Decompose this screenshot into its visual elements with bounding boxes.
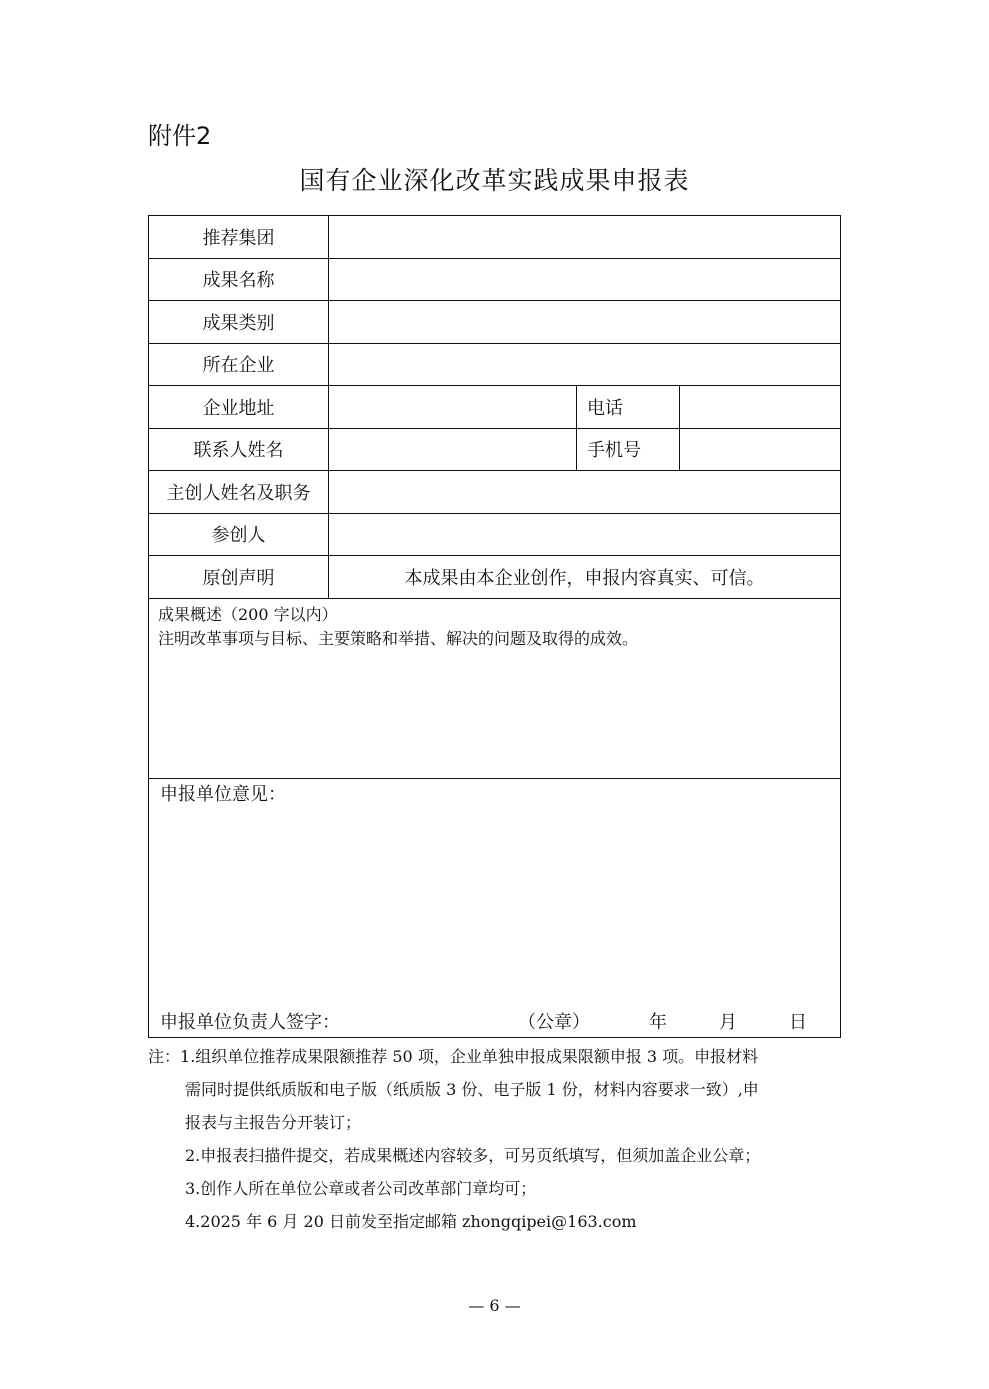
row-lead-creator	[149, 471, 841, 514]
participants-field[interactable]	[329, 513, 841, 556]
opinion-field[interactable]	[149, 778, 841, 1037]
note-1-line-2: 需同时提供纸质版和电子版（纸质版 3 份、电子版 1 份，材料内容要求一致）,申	[185, 1080, 759, 1099]
page-title: 国有企业深化改革实践成果申报表	[299, 166, 690, 195]
note-2: 2.申报表扫描件提交，若成果概述内容较多，可另页纸填写，但须加盖企业公章；	[185, 1146, 761, 1165]
notes-section	[148, 1040, 858, 1238]
enterprise-address-label: 企业地址	[149, 386, 329, 429]
recommending-group-field[interactable]	[329, 216, 841, 259]
phone-label: 电话	[577, 386, 680, 429]
row-achievement-category	[149, 301, 841, 344]
note-1-line-3: 报表与主报告分开装订；	[185, 1113, 362, 1132]
row-summary	[149, 598, 841, 778]
page-number: — 6 —	[468, 1296, 521, 1315]
row-achievement-name	[149, 258, 841, 301]
day-label: 日	[789, 1011, 807, 1033]
seal-label: （公章）	[518, 1011, 590, 1033]
summary-instruction: 注明改革事项与目标、主要策略和举措、解决的问题及取得的成效。	[158, 628, 639, 648]
recommending-group-label: 推荐集团	[149, 216, 329, 259]
contact-name-label: 联系人姓名	[149, 428, 329, 471]
mobile-label: 手机号	[577, 428, 680, 471]
notes-prefix: 注：	[148, 1047, 181, 1066]
note-1-line-1: 注：1.组织单位推荐成果限额推荐 50 项，企业单独申报成果限额申报 3 项。申报材料	[148, 1047, 759, 1066]
row-recommending-group	[149, 216, 841, 259]
enterprise-label: 所在企业	[149, 343, 329, 386]
participants-label: 参创人	[149, 513, 329, 556]
contact-name-field[interactable]	[329, 428, 577, 471]
row-opinion	[149, 778, 841, 1037]
signature-row	[160, 1009, 840, 1037]
achievement-category-label: 成果类别	[149, 301, 329, 344]
lead-creator-label: 主创人姓名及职务	[149, 471, 329, 514]
row-contact-name	[149, 428, 841, 471]
attachment-label: 附件2	[148, 122, 212, 150]
mobile-field[interactable]	[680, 428, 841, 471]
summary-field[interactable]	[149, 598, 841, 778]
row-enterprise-address	[149, 386, 841, 429]
opinion-title: 申报单位意见：	[160, 783, 286, 805]
achievement-name-label: 成果名称	[149, 258, 329, 301]
enterprise-field[interactable]	[329, 343, 841, 386]
year-label: 年	[649, 1011, 667, 1033]
enterprise-address-field[interactable]	[329, 386, 577, 429]
achievement-category-field[interactable]	[329, 301, 841, 344]
originality-statement: 本成果由本企业创作，申报内容真实、可信。	[329, 556, 841, 599]
phone-field[interactable]	[680, 386, 841, 429]
achievement-name-field[interactable]	[329, 258, 841, 301]
row-originality	[149, 556, 841, 599]
lead-creator-field[interactable]	[329, 471, 841, 514]
row-participants	[149, 513, 841, 556]
month-label: 月	[719, 1011, 737, 1033]
application-form-table	[148, 215, 841, 1038]
row-enterprise	[149, 343, 841, 386]
note-3: 3.创作人所在单位公章或者公司改革部门章均可；	[185, 1179, 537, 1198]
summary-title: 成果概述（200 字以内）	[158, 604, 338, 624]
signature-label: 申报单位负责人签字：	[160, 1011, 340, 1033]
note-4: 4.2025 年 6 月 20 日前发至指定邮箱 zhongqipei@163.com	[185, 1212, 637, 1231]
originality-label: 原创声明	[149, 556, 329, 599]
